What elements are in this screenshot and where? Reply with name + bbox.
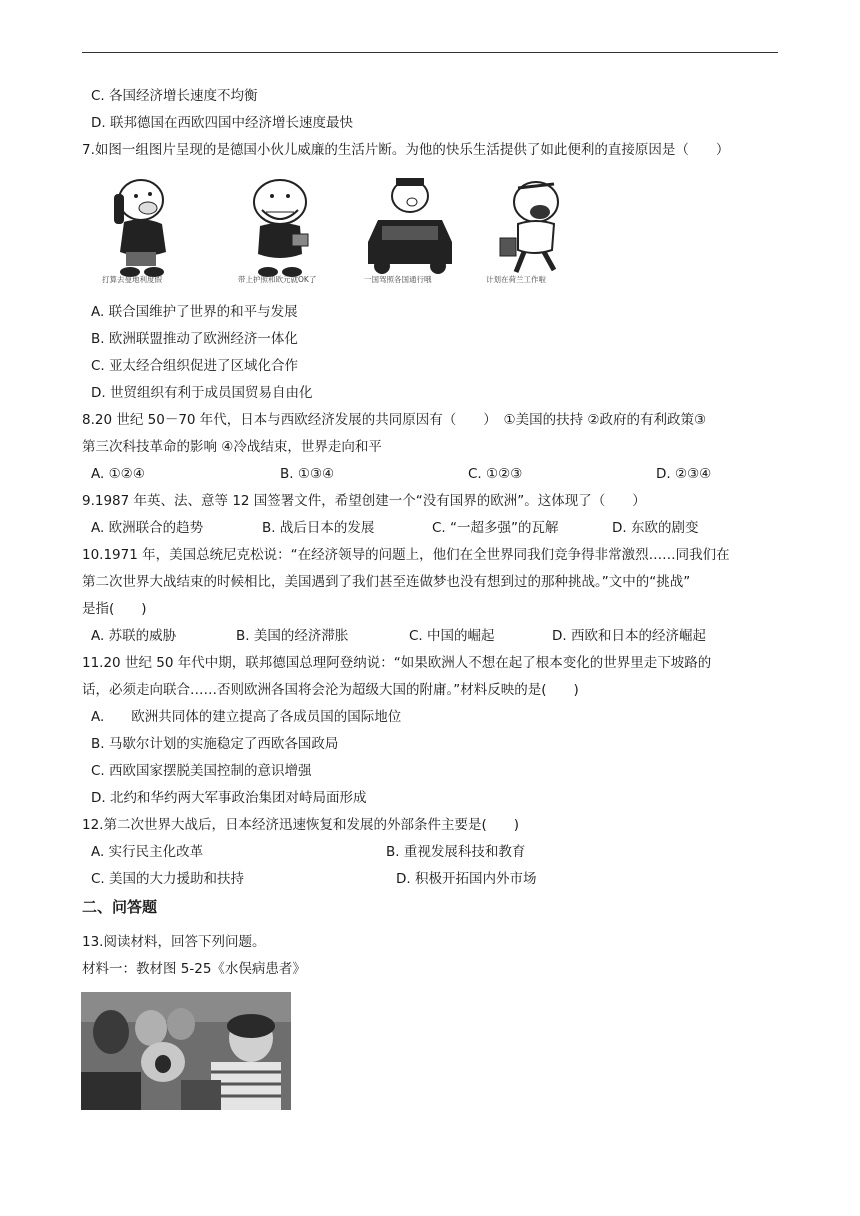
q12-option-a[interactable]: A. 实行民主化改革 xyxy=(91,844,204,860)
q8-option-a[interactable]: A. ①②④ xyxy=(91,466,145,482)
cartoon-phone-image xyxy=(96,172,192,290)
q10-option-c[interactable]: C. 中国的崛起 xyxy=(409,628,495,644)
q8-stem-line1: 8.20 世纪 50－70 年代，日本与西欧经济发展的共同原因有（ ） ①美国的扶持 ②政府的有利政策③ xyxy=(82,412,707,428)
q11-option-d[interactable]: D. 北约和华约两大军事政治集团对峙局面形成 xyxy=(91,790,367,806)
section-title: 二、问答题 xyxy=(82,898,158,916)
cartoon-smile-image xyxy=(232,172,328,290)
q7-stem: 7.如图一组图片呈现的是德国小伙儿威廉的生活片断。为他的快乐生活提供了如此便利的直接原因是（ ） xyxy=(82,142,730,158)
q6-option-c[interactable]: C. 各国经济增长速度不均衡 xyxy=(91,88,258,104)
q10-stem-line2: 第二次世界大战结束的时候相比，美国遇到了我们甚至连做梦也没有想到过的那种挑战。”文中的“挑战” xyxy=(82,574,691,590)
q10-option-d[interactable]: D. 西欧和日本的经济崛起 xyxy=(552,628,706,644)
q8-stem-line2: 第三次科技革命的影响 ④冷战结束，世界走向和平 xyxy=(82,439,382,455)
q12-stem: 12.第二次世界大战后，日本经济迅速恢复和发展的外部条件主要是( ) xyxy=(82,817,520,833)
cartoon-caption-1: 打算去曼地利度假 xyxy=(102,275,162,284)
q9-stem: 9.1987 年英、法、意等 12 国签署文件，希望创建一个“没有国界的欧洲”。这体现了（ ） xyxy=(82,493,646,509)
q8-option-c[interactable]: C. ①②③ xyxy=(468,466,523,482)
q7-option-d[interactable]: D. 世贸组织有利于成员国贸易自由化 xyxy=(91,385,313,401)
q6-option-d[interactable]: D. 联邦德国在西欧四国中经济增长速度最快 xyxy=(91,115,353,131)
q10-stem-line3: 是指( ) xyxy=(82,601,147,617)
minamata-patients-photo xyxy=(81,992,291,1110)
q11-stem-line1: 11.20 世纪 50 年代中期，联邦德国总理阿登纳说：“如果欧洲人不想在起了根本变化的世界里走下坡路的 xyxy=(82,655,712,671)
q7-option-c[interactable]: C. 亚太经合组织促进了区域化合作 xyxy=(91,358,299,374)
cartoon-caption-2: 带上护照和欧元就OK了 xyxy=(238,275,317,284)
q12-option-b[interactable]: B. 重视发展科技和教育 xyxy=(386,844,526,860)
q13-material1: 材料一：教材图 5-25《水俣病患者》 xyxy=(82,961,306,977)
q7-option-a[interactable]: A. 联合国维护了世界的和平与发展 xyxy=(91,304,298,320)
cartoon-caption-3: 一国驾照各国通行哦 xyxy=(364,275,432,284)
q8-option-b[interactable]: B. ①③④ xyxy=(280,466,335,482)
q11-option-b[interactable]: B. 马歇尔计划的实施稳定了西欧各国政局 xyxy=(91,736,339,752)
q12-option-d[interactable]: D. 积极开拓国内外市场 xyxy=(396,871,537,887)
q10-option-b[interactable]: B. 美国的经济滞胀 xyxy=(236,628,349,644)
cartoon-car-image xyxy=(360,172,456,290)
q9-option-a[interactable]: A. 欧洲联合的趋势 xyxy=(91,520,204,536)
q13-stem: 13.阅读材料，回答下列问题。 xyxy=(82,934,266,950)
q11-option-a[interactable]: A. 欧洲共同体的建立提高了各成员国的国际地位 xyxy=(91,709,402,725)
q9-option-d[interactable]: D. 东欧的剧变 xyxy=(612,520,699,536)
cartoon-caption-4: 计划在荷兰工作啦 xyxy=(486,275,546,284)
q11-option-c[interactable]: C. 西欧国家摆脱美国控制的意识增强 xyxy=(91,763,312,779)
q8-option-d[interactable]: D. ②③④ xyxy=(656,466,712,482)
q9-option-c[interactable]: C. “一超多强”的瓦解 xyxy=(432,520,559,536)
q10-stem-line1: 10.1971 年，美国总统尼克松说：“在经济领导的问题上，他们在全世界同我们竞争得非常激烈……同我们在 xyxy=(82,547,730,563)
cartoon-walking-image xyxy=(484,172,580,290)
q10-option-a[interactable]: A. 苏联的威胁 xyxy=(91,628,177,644)
q12-option-c[interactable]: C. 美国的大力援助和扶持 xyxy=(91,871,245,887)
header-rule xyxy=(82,52,778,53)
q11-stem-line2: 话，必须走向联合……否则欧洲各国将会沦为超级大国的附庸。”材料反映的是( ) xyxy=(82,682,579,698)
q9-option-b[interactable]: B. 战后日本的发展 xyxy=(262,520,375,536)
q7-option-b[interactable]: B. 欧洲联盟推动了欧洲经济一体化 xyxy=(91,331,298,347)
